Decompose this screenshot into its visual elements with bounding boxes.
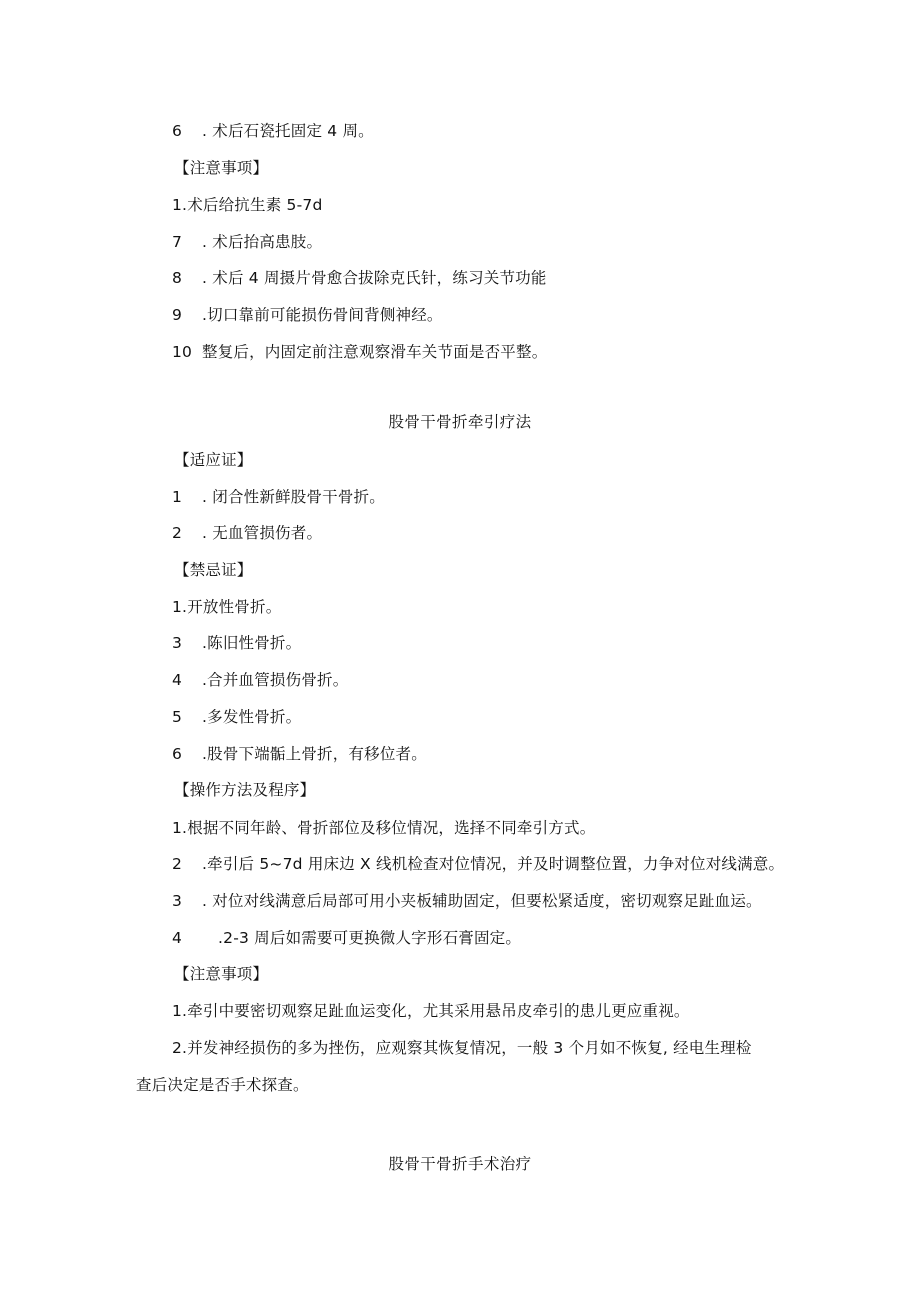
item-text: 牵引中要密切观察足趾血运变化，尤其采用悬吊皮牵引的患儿更应重视。: [187, 1002, 690, 1020]
contraindication-item: [172, 633, 301, 653]
item-number: 1.: [172, 1002, 188, 1020]
item-number: 10: [172, 343, 193, 361]
indication-item: [172, 523, 322, 543]
item-text: 开放性骨折。: [187, 598, 282, 616]
item-text: . 术后石瓷托固定 4 周。: [202, 122, 374, 140]
note-item: [172, 268, 547, 288]
item-number: 7: [172, 233, 183, 251]
item-number: 4: [172, 929, 183, 947]
step-6: [172, 121, 374, 141]
item-text: .陈旧性骨折。: [202, 634, 302, 652]
item-text: .合并血管损伤骨折。: [202, 671, 349, 689]
note-item: [172, 342, 547, 362]
contraindications-heading: 【禁忌证】: [174, 561, 253, 579]
note-item: [172, 195, 323, 215]
indications-heading: 【适应证】: [174, 451, 253, 469]
item-text: . 无血管损伤者。: [202, 524, 323, 542]
item-number: 6: [172, 745, 183, 763]
section-title: 股骨干骨折手术治疗: [388, 1155, 532, 1173]
operation-item: [172, 818, 595, 838]
indication-item: [172, 487, 385, 507]
item-text: 并发神经损伤的多为挫伤，应观察其恢复情况，一般 3 个月如不恢复, 经电生理检: [187, 1039, 752, 1057]
item-text: .多发性骨折。: [202, 708, 302, 726]
operation-item: [172, 891, 762, 911]
item-number: 9: [172, 306, 183, 324]
item-text: 整复后，内固定前注意观察滑车关节面是否平整。: [202, 343, 548, 361]
note-item: [172, 232, 322, 252]
note-item: [172, 1038, 752, 1058]
contraindication-item: [172, 670, 348, 690]
item-number: 3: [172, 892, 183, 910]
contraindication-item: [172, 744, 427, 764]
item-number: 3: [172, 634, 183, 652]
operation-heading: 【操作方法及程序】: [174, 781, 316, 799]
item-number: 1.: [172, 196, 188, 214]
note-item: [172, 1001, 690, 1021]
item-number: 4: [172, 671, 183, 689]
item-text: .切口靠前可能损伤骨间背侧神经。: [202, 306, 443, 324]
item-number: 1: [172, 488, 183, 506]
contraindication-item: [172, 707, 301, 727]
notes-heading: 【注意事项】: [174, 965, 269, 983]
item-text: 根据不同年龄、骨折部位及移位情况，选择不同牵引方式。: [187, 819, 596, 837]
item-number: 2.: [172, 1039, 188, 1057]
section-title: 股骨干骨折牵引疗法: [388, 413, 532, 431]
item-number: 1.: [172, 598, 188, 616]
note-continuation: 查后决定是否手术探查。: [136, 1076, 309, 1094]
item-number: 2: [172, 855, 183, 873]
operation-item: [172, 928, 521, 948]
operation-item: [172, 854, 784, 874]
notes-heading: 【注意事项】: [174, 159, 269, 177]
item-number: 6: [172, 122, 183, 140]
item-number: 8: [172, 269, 183, 287]
item-number: 2: [172, 524, 183, 542]
note-item: [172, 305, 443, 325]
item-text: . 术后抬高患肢。: [202, 233, 323, 251]
contraindication-item: [172, 597, 281, 617]
item-text: . 对位对线满意后局部可用小夹板辅助固定，但要松紧适度，密切观察足趾血运。: [202, 892, 762, 910]
item-text: 术后给抗生素 5-7d: [187, 196, 323, 214]
item-text: .股骨下端骺上骨折，有移位者。: [202, 745, 427, 763]
item-number: 5: [172, 708, 183, 726]
item-text: . 术后 4 周摄片骨愈合拔除克氏针，练习关节功能: [202, 269, 547, 287]
item-text: .2-3 周后如需要可更换微人字形石膏固定。: [218, 929, 522, 947]
item-number: 1.: [172, 819, 188, 837]
item-text: . 闭合性新鲜股骨干骨折。: [202, 488, 385, 506]
item-text: .牵引后 5~7d 用床边 X 线机检查对位情况，并及时调整位置，力争对位对线满意。: [202, 855, 785, 873]
